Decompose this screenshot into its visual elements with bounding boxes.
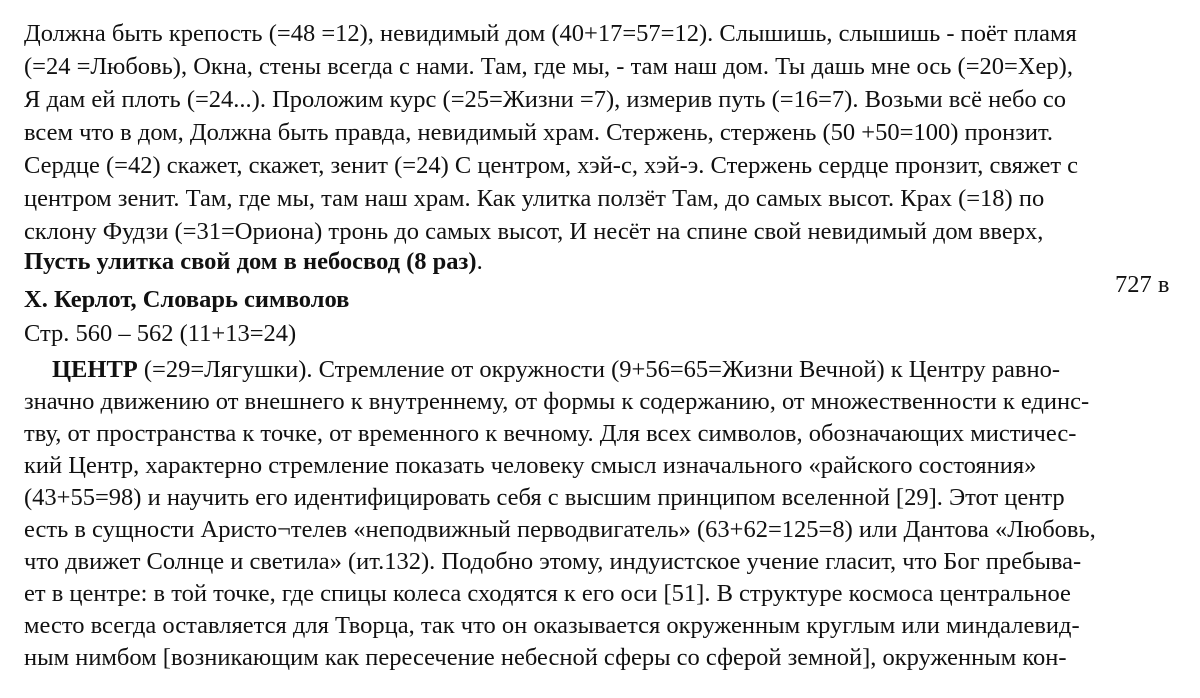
source-pages: Стр. 560 – 562 (11+13=24) (24, 320, 297, 347)
poem-line: Сердце (=42) скажет, скажет, зенит (=24) С центром, хэй-с, хэй-э. Стержень сердце пронзит, свяжет с (24, 152, 1079, 179)
poem-refrain-bold: Пусть улитка свой дом в небосвод (8 раз) (24, 248, 477, 275)
entry-line: кий Центр, характерно стремление показать человеку смысл изначального «райского состояния» (24, 452, 1037, 479)
entry-line: есть в сущности Аристо¬телев «неподвижный перводвигатель» (63+62=125=8) или Дантова «Любовь, (24, 516, 1096, 543)
poem-line: Должна быть крепость (=48 =12), невидимый дом (40+17=57=12). Слышишь, слышишь - поёт пламя (24, 20, 1077, 47)
poem-line: всем что в дом, Должна быть правда, невидимый храм. Стержень, стержень (50 +50=100) пронзит. (24, 119, 1053, 146)
poem-line: Я дам ей плоть (=24...). Проложим курс (=25=Жизни =7), измерив путь (=16=7). Возьми всё небо со (24, 86, 1067, 113)
poem-line: центром зенит. Там, где мы, там наш храм. Как улитка ползёт Там, до самых высот. Крах (=18) по (24, 185, 1045, 212)
entry-line: место всегда оставляется для Творца, так что он оказывается окруженным круглым или миндалевид- (24, 612, 1080, 639)
poem-line: (=24 =Любовь), Окна, стены всегда с нами. Там, где мы, - там наш дом. Ты дашь мне ось (=20=Хер), (24, 53, 1073, 80)
entry-line: ет в центре: в той точке, где спицы колеса сходятся к его оси [51]. В структуре космоса центральное (24, 580, 1071, 607)
poem-line: склону Фудзи (=31=Ориона) тронь до самых высот, И несёт на спине свой невидимый дом вверх, (24, 218, 1044, 245)
entry-line: ным нимбом [возникающим как пересечение небесной сферы со сферой земной], окруженным кон- (24, 644, 1067, 671)
source-title: Х. Керлот, Словарь символов (24, 286, 350, 313)
entry-headword: ЦЕНТР (52, 356, 138, 383)
entry-line: тву, от пространства к точке, от временного к вечному. Для всех символов, обозначающих мистичес- (24, 420, 1077, 447)
entry-line: (43+55=98) и научить его идентифицировать себя с высшим принципом вселенной [29]. Этот центр (24, 484, 1065, 511)
poem-last-punctuation: . (476, 248, 483, 275)
entry-first-line (52, 358, 1060, 383)
entry-line: что движет Солнце и светила» (ит.132). Подобно этому, индуистское учение гласит, что Бог пребыва- (24, 548, 1082, 575)
entry-line: значно движению от внешнего к внутреннему, от формы к содержанию, от множественности к единс- (24, 388, 1090, 415)
poem-last-line (24, 250, 483, 275)
page-number: 727 в (1115, 271, 1170, 298)
entry-first-line-text: (=29=Лягушки). Стремление от окружности (9+56=65=Жизни Вечной) к Центру равно- (137, 356, 1060, 383)
